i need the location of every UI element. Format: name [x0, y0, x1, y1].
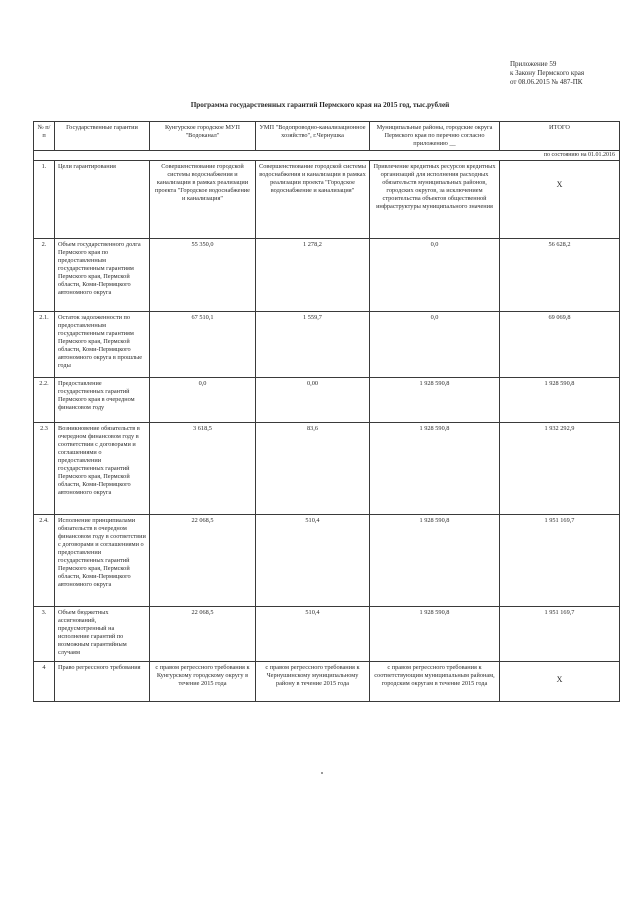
row-chernushka: с правом регрессного требования к Чернушинскому муниципальному району в течение 2015 года	[256, 662, 370, 702]
row-municipal: 0,0	[370, 312, 500, 378]
row-municipal: с правом регрессного требования к соответствующим муниципальным районам, городским округам в течение 2015 года	[370, 662, 500, 702]
header-name: Государственные гарантии	[55, 122, 150, 151]
row-kungur: Совершенствование городской системы водоснабжения и канализации в рамках реализации проекта "Городское водоснабжение и канализация"	[150, 161, 256, 239]
table-row	[34, 515, 620, 607]
table-row	[34, 161, 620, 239]
appendix-line-3: от 08.06.2015 № 487-ПК	[510, 78, 583, 86]
appendix-line-1: Приложение 59	[510, 60, 557, 68]
row-municipal: 0,0	[370, 239, 500, 312]
row-total	[500, 161, 620, 239]
row-chernushka: 510,4	[256, 515, 370, 607]
header-num: № п/п	[34, 122, 55, 151]
table-row	[34, 378, 620, 423]
row-num: 1.	[34, 161, 55, 239]
row-municipal: 1 928 590,8	[370, 378, 500, 423]
row-num: 2.4.	[34, 515, 55, 607]
row-name: Возникновение обязательств в очередном финансовом году в соответствии с договорами и соглашениями о предоставлении государственных гарантий Пермского края, Пермской области, Коми-Пермяцкого автономного округа	[55, 423, 150, 515]
table-row	[34, 607, 620, 662]
header-kungur: Кунгурское городское МУП "Водоканал"	[150, 122, 256, 151]
row-total: 1 951 169,7	[500, 607, 620, 662]
row-name: Объем государственного долга Пермского края по предоставленным государственным гарантиям Пермского края, Пермской области, Коми-Пермяцкого автономного округа	[55, 239, 150, 312]
table-row	[34, 239, 620, 312]
row-num: 2.	[34, 239, 55, 312]
row-chernushka: 0,00	[256, 378, 370, 423]
row-municipal: Привлечение кредитных ресурсов кредитных организаций для исполнения расходных обязательств муниципальных районов, городских округов, за исключением строительства объектов общественной инфраструктуры муниципального значения	[370, 161, 500, 239]
guarantees-table	[33, 121, 620, 702]
row-name: Объем бюджетных ассигнований, предусмотренный на исполнение гарантий по возможным гарантийным случаям	[55, 607, 150, 662]
row-name: Исполнение принципиалами обязательств в очередном финансовом году в соответствии с договорами и соглашениями о предоставлении государственных гарантий Пермского края, Пермской области, Коми-Пермяцкого автономного округа	[55, 515, 150, 607]
row-kungur: 22 068,5	[150, 607, 256, 662]
header-total: ИТОГО	[500, 122, 620, 151]
row-num: 2.3	[34, 423, 55, 515]
row-chernushka: 510,4	[256, 607, 370, 662]
row-total: 1 932 292,9	[500, 423, 620, 515]
row-total	[500, 662, 620, 702]
row-total: 1 951 169,7	[500, 515, 620, 607]
row-total: 56 628,2	[500, 239, 620, 312]
row-name: Цели гарантирования	[55, 161, 150, 239]
row-chernushka: 1 559,7	[256, 312, 370, 378]
row-total-value: X	[556, 180, 563, 189]
scan-speck	[321, 772, 323, 774]
header-chernushka: УМП "Водопроводно-канализационное хозяйство", г.Чернушка	[256, 122, 370, 151]
row-name: Остаток задолженности по предоставленным государственным гарантиям Пермского края, Пермской области, Коми-Пермяцкого автономного округа в прошлые годы	[55, 312, 150, 378]
row-total: 69 069,8	[500, 312, 620, 378]
row-kungur: с правом регрессного требования к Кунгурскому городскому округу в течение 2015 года	[150, 662, 256, 702]
appendix-line-2: к Закону Пермского края	[510, 69, 585, 77]
row-num: 2.1.	[34, 312, 55, 378]
table-header-row	[34, 122, 620, 151]
document-title: Программа государственных гарантий Пермского края на 2015 год, тыс.рублей	[190, 101, 450, 109]
row-num: 3.	[34, 607, 55, 662]
row-kungur: 22 068,5	[150, 515, 256, 607]
row-kungur: 3 618,5	[150, 423, 256, 515]
row-name: Предоставление государственных гарантий Пермского края в очередном финансовом году	[55, 378, 150, 423]
row-total-value: X	[556, 675, 563, 684]
date-row	[34, 151, 620, 161]
table-row	[34, 423, 620, 515]
table-row	[34, 662, 620, 702]
appendix-note	[510, 60, 635, 87]
row-chernushka: 1 278,2	[256, 239, 370, 312]
row-chernushka: Совершенствование городской системы водоснабжения и канализации в рамках реализации проекта "Городское водоснабжение и канализация"	[256, 161, 370, 239]
row-num: 2.2.	[34, 378, 55, 423]
row-num: 4	[34, 662, 55, 702]
row-municipal: 1 928 590,8	[370, 515, 500, 607]
table-row	[34, 312, 620, 378]
row-name: Право регрессного требования	[55, 662, 150, 702]
row-kungur: 55 350,0	[150, 239, 256, 312]
row-municipal: 1 928 590,8	[370, 423, 500, 515]
row-chernushka: 83,6	[256, 423, 370, 515]
row-kungur: 0,0	[150, 378, 256, 423]
row-municipal: 1 928 590,8	[370, 607, 500, 662]
row-total: 1 928 590,8	[500, 378, 620, 423]
row-kungur: 67 510,1	[150, 312, 256, 378]
date-cell: по состоянию на 01.01.2016	[34, 151, 620, 161]
header-municipal: Муниципальные районы, городские округа Пермского края по перечню согласно приложению __	[370, 122, 500, 151]
